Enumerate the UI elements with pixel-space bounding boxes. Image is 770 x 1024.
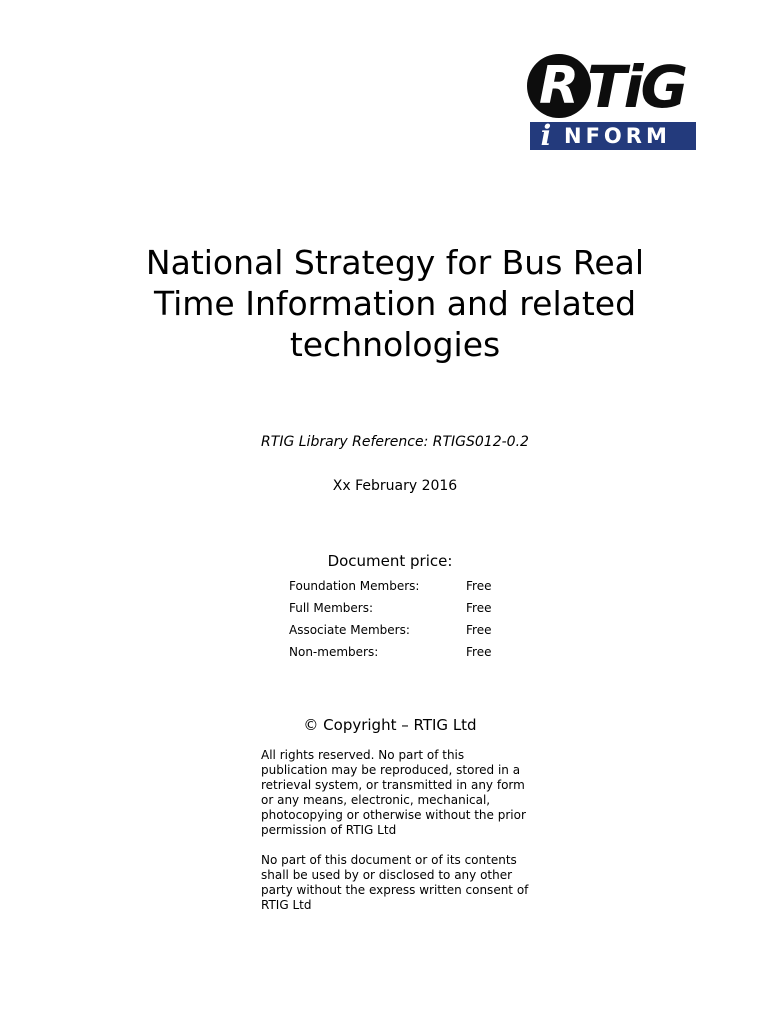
price-label: Foundation Members: — [289, 579, 420, 593]
copyright-notice: © Copyright – RTIG Ltd — [303, 716, 477, 734]
price-label: Associate Members: — [289, 623, 410, 637]
price-row — [289, 597, 529, 619]
library-reference: RTIG Library Reference: RTIGS012-0.2 — [261, 434, 529, 450]
logo-r-letter: R — [538, 56, 580, 116]
price-row — [289, 619, 529, 641]
price-value: Free — [466, 601, 492, 615]
rights-paragraph-2: No part of this document or of its contents shall be used by or disclosed to any other party without the express written consent of RTIG Ltd — [261, 853, 529, 912]
title-line-1: National Strategy for Bus Real — [145, 243, 645, 282]
rights-statement — [261, 748, 531, 928]
logo-r-circle — [527, 54, 591, 118]
title-line-3: technologies — [289, 325, 501, 364]
logo-tig-text: TiG — [587, 53, 686, 121]
rights-paragraph-1: All rights reserved. No part of this publication may be reproduced, stored in a retrieval system, or transmitted in any form or any means, electronic, mechanical, photocopying or otherwise without the prior permission of RTIG Ltd — [261, 748, 526, 837]
logo-nform-text: NFORM — [564, 124, 671, 148]
price-value: Free — [466, 579, 492, 593]
document-title — [100, 242, 690, 365]
price-table — [289, 575, 529, 663]
price-row — [289, 641, 529, 663]
logo-inform-band — [530, 119, 696, 152]
price-value: Free — [466, 645, 492, 659]
price-row — [289, 575, 529, 597]
title-line-2: Time Information and related — [153, 284, 637, 323]
document-date: Xx February 2016 — [332, 478, 458, 494]
logo-wordmark — [527, 54, 699, 120]
price-heading: Document price: — [327, 552, 453, 570]
rtig-inform-logo — [527, 54, 699, 152]
price-value: Free — [466, 623, 492, 637]
price-label: Non-members: — [289, 645, 379, 659]
price-label: Full Members: — [289, 601, 373, 615]
logo-i-letter: i — [540, 119, 552, 152]
